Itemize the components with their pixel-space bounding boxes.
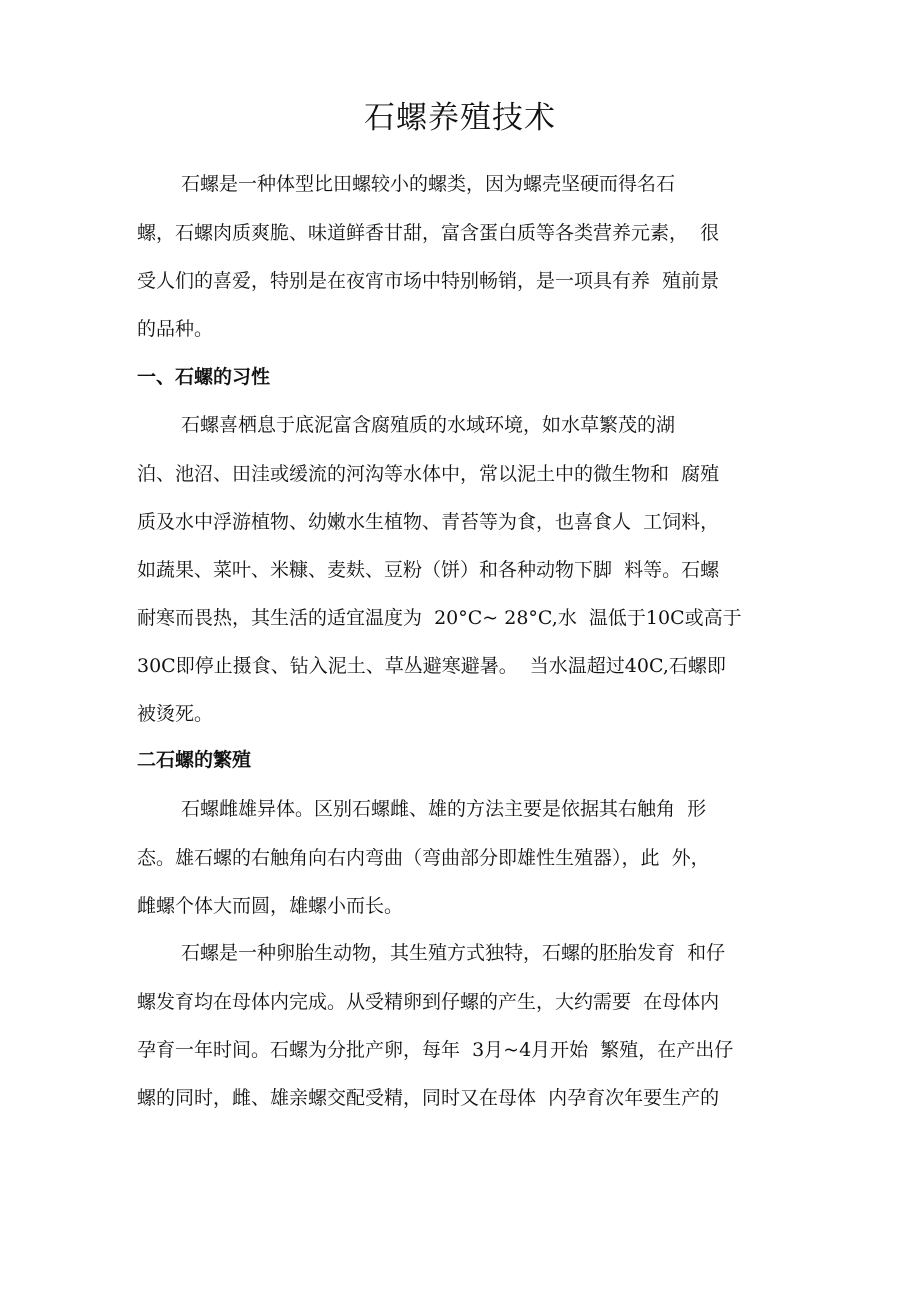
breeding-line: 石螺雌雄异体。区别石螺雌、雄的方法主要是依据其右触角 形 xyxy=(181,798,707,820)
habits-line: 耐寒而畏热，其生活的适宜温度为 20°C~ 28°C,水 温低于10C或高于 xyxy=(137,607,742,629)
document-title: 石螺养殖技术 xyxy=(364,100,556,136)
intro-line: 受人们的喜爱，特别是在夜宵市场中特别畅销，是一项具有养 殖前景 xyxy=(137,270,720,292)
habits-line: 30C即停止摄食、钻入泥土、草丛避寒避暑。 当水温超过40C,石螺即 xyxy=(137,655,726,677)
breeding-line: 态。雄石螺的右触角向右内弯曲（弯曲部分即雄性生殖器），此 外， xyxy=(137,847,710,869)
breeding-line: 螺发育均在母体内完成。从受精卵到仔螺的产生，大约需要 在母体内 xyxy=(137,991,720,1013)
habits-line: 如蔬果、菜叶、米糠、麦麸、豆粉（饼）和各种动物下脚 料等。石螺 xyxy=(137,559,720,581)
section-heading-breeding: 二石螺的繁殖 xyxy=(137,749,252,771)
habits-line: 被烫死。 xyxy=(137,703,214,725)
breeding-line: 石螺是一种卵胎生动物，其生殖方式独特，石螺的胚胎发育 和仔 xyxy=(181,942,726,964)
breeding-line: 螺的同时，雌、雄亲螺交配受精，同时又在母体 内孕育次年要生产的 xyxy=(137,1087,720,1109)
breeding-line: 孕育一年时间。石螺为分批产卵，每年 3月~4月开始 繁殖，在产出仔 xyxy=(137,1039,734,1061)
habits-line: 石螺喜栖息于底泥富含腐殖质的水域环境，如水草繁茂的湖 xyxy=(181,414,676,436)
habits-line: 质及水中浮游植物、幼嫩水生植物、青苔等为食，也喜食人 工饲料， xyxy=(137,511,720,533)
habits-line: 泊、池沼、田洼或缓流的河沟等水体中，常以泥土中的微生物和 腐殖 xyxy=(137,463,720,485)
section-heading-habits: 一、石螺的习性 xyxy=(137,366,271,388)
intro-line: 螺，石螺肉质爽脆、味道鲜香甘甜，富含蛋白质等各类营养元素， 很 xyxy=(137,222,720,244)
intro-line: 石螺是一种体型比田螺较小的螺类，因为螺壳坚硬而得名石 xyxy=(181,173,676,195)
breeding-line: 雌螺个体大而圆，雄螺小而长。 xyxy=(137,895,404,917)
intro-line: 的品种。 xyxy=(137,318,214,340)
